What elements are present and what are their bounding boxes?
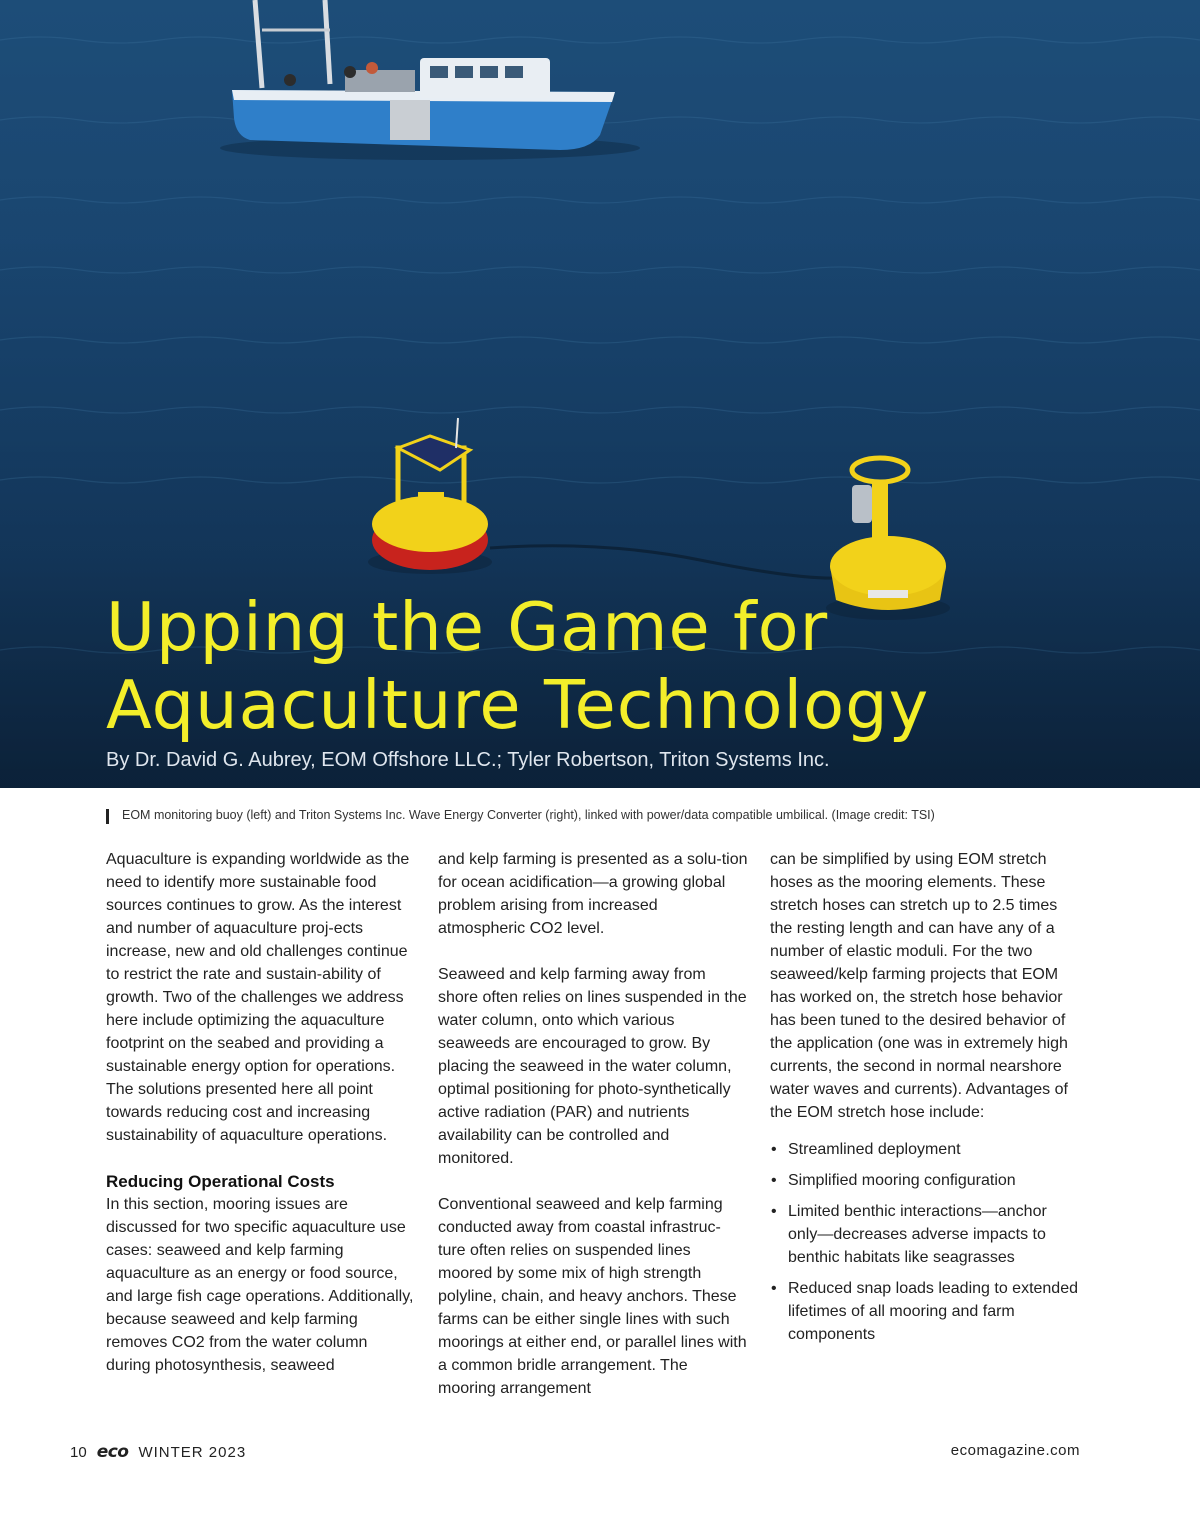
page-number: 10 — [70, 1444, 87, 1461]
list-item: • Simplified mooring configuration — [770, 1169, 1080, 1192]
issue-label: WINTER 2023 — [138, 1444, 247, 1461]
paragraph: Aquaculture is expanding worldwide as the need to identify more sustainable food sources continues to grow. As the interest and number of aquaculture proj-ects increase, new and old challenges continue to restrict the rate and sustain-ability of growth. Two of the challenges we address here include optimizing the aquaculture footprint on the seabed and providing a sustainable energy option for operations. The solutions presented here all point towards reducing cost and increasing sustainability of aquaculture operations. — [106, 851, 410, 1144]
page-footer — [70, 1442, 1080, 1464]
paragraph: can be simplified by using EOM stretch hoses as the mooring elements. These stretch hoses can stretch up to 2.5 times the resting length and can have any of a number of elastic moduli. For the two seaweed/kelp farming projects that EOM has worked on, the stretch hose behavior has been tuned to the desired behavior of the application (one was in extremely high currents, the second in normal nearshore water waves and currents). Advantages of the EOM stretch hose include: — [770, 851, 1068, 1121]
article-column-1 — [106, 848, 416, 1400]
list-item: • Limited benthic interactions—anchor only—decreases adverse impacts to benthic habitats like seagrasses — [770, 1200, 1080, 1269]
photo-caption: EOM monitoring buoy (left) and Triton Systems Inc. Wave Energy Converter (right), linked with power/data compatible umbilical. (Image credit: TSI) — [106, 808, 1122, 822]
eco-logo: eco — [96, 1442, 129, 1462]
article-column-3 — [770, 848, 1080, 1354]
paragraph: and kelp farming is presented as a solu-tion for ocean acidification—a growing global problem arising from increased atmospheric CO2 level. — [438, 851, 748, 937]
website-link[interactable]: ecomagazine.com — [950, 1442, 1080, 1459]
article-byline: By Dr. David G. Aubrey, EOM Offshore LLC.; Tyler Robertson, Triton Systems Inc. — [106, 749, 830, 771]
article-title: Upping the Game for Aquaculture Technology — [106, 588, 930, 744]
paragraph: In this section, mooring issues are discussed for two specific aquaculture use cases: seaweed and kelp farming aquaculture as an energy or food source, and large fish cage operations. Additionally, because seaweed and kelp farming removes CO2 from the water column during photosynthesis, seaweed — [106, 1196, 414, 1374]
advantages-list — [770, 1138, 1080, 1346]
list-item: • Streamlined deployment — [770, 1138, 1080, 1161]
article-column-2 — [438, 848, 748, 1423]
section-heading: Reducing Operational Costs — [106, 1172, 335, 1191]
paragraph: Seaweed and kelp farming away from shore often relies on lines suspended in the water column, onto which various seaweeds are encouraged to grow. By placing the seaweed in the water column, optimal positioning for photo-synthetically active radiation (PAR) and nutrients availability can be controlled and monitored. — [438, 966, 747, 1167]
list-item: • Reduced snap loads leading to extended lifetimes of all mooring and farm components — [770, 1277, 1080, 1346]
paragraph: Conventional seaweed and kelp farming conducted away from coastal infrastruc-ture often relies on suspended lines moored by some mix of high strength polyline, chain, and heavy anchors. These farms can be either single lines with such moorings at either end, or parallel lines with a common bridle arrangement. The mooring arrangement — [438, 1196, 747, 1397]
